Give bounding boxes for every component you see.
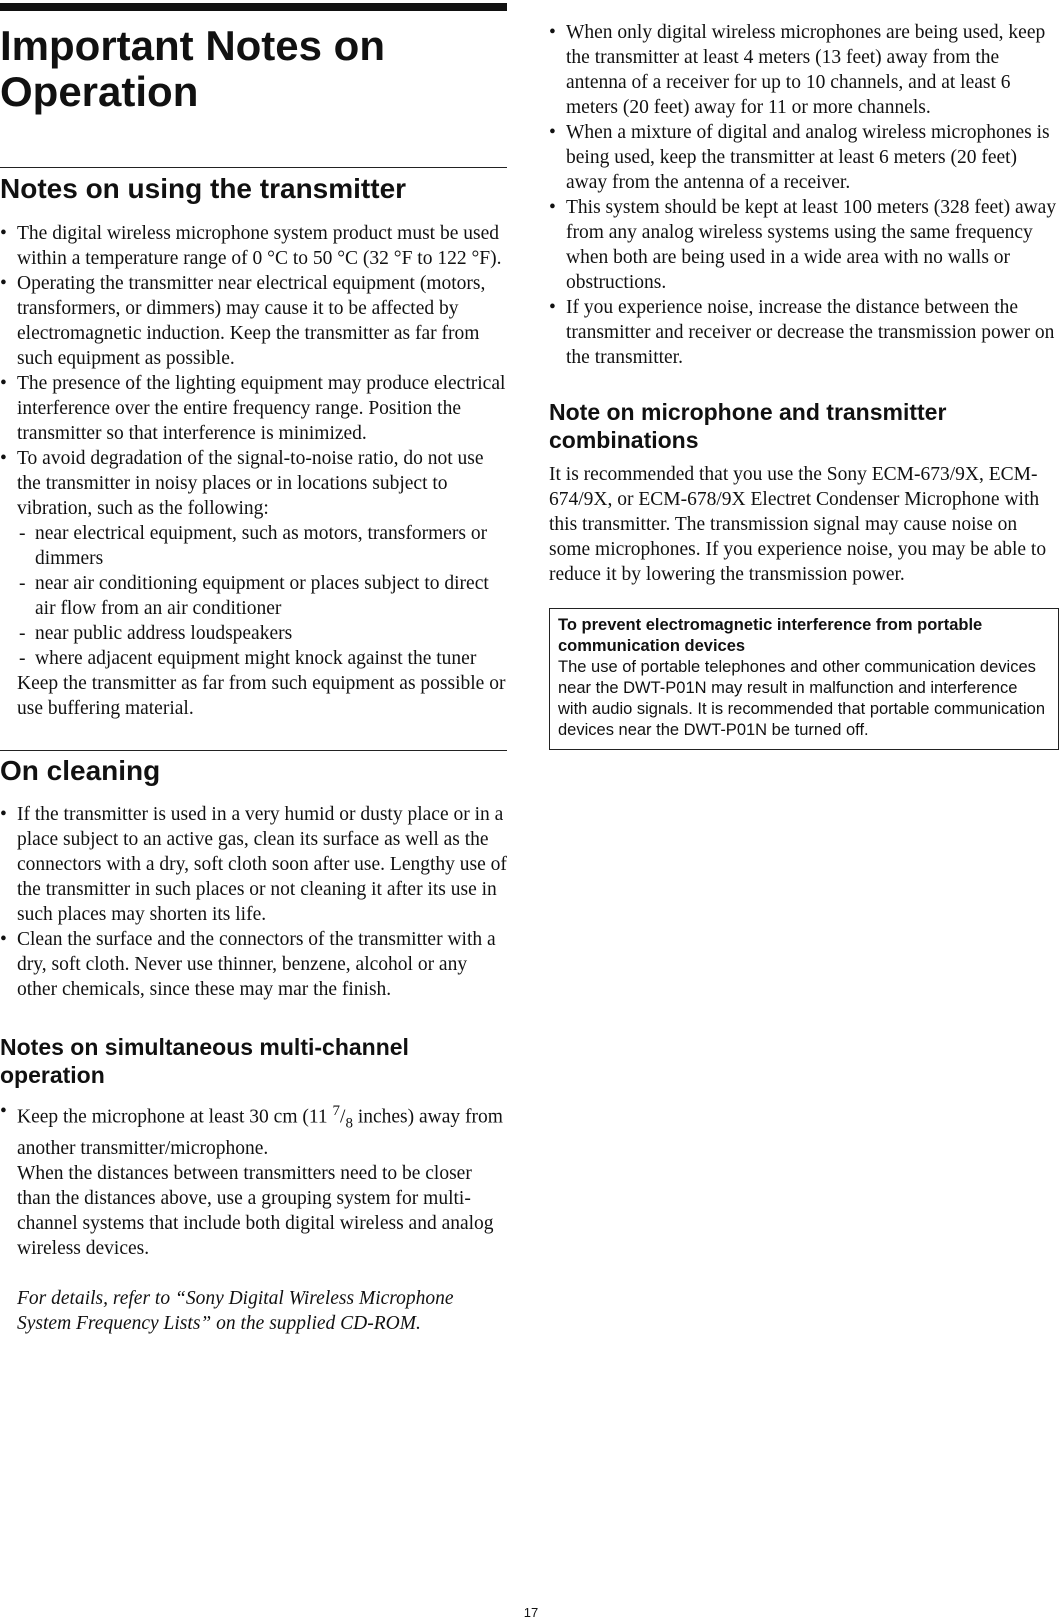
list-item: • If the transmitter is used in a very humid or dusty place or in a place subject to an active gas, clean its surface as well as the connectors with a dry, soft cloth soon after use. Lengthy use of the transmitter in such places or not cleaning it after its use in such places may shorten its life. xyxy=(0,802,507,927)
transmitter-notes-list xyxy=(0,221,507,721)
section-heading-combinations: Note on microphone and transmitter combinations xyxy=(549,399,947,453)
section-rule xyxy=(0,750,507,751)
section-rule xyxy=(0,167,507,168)
list-item: • The digital wireless microphone system product must be used within a temperature range of 0 °C to 50 °C (32 °F to 122 °F). xyxy=(0,221,507,271)
section-heading-multichannel: Notes on simultaneous multi-channel operation xyxy=(0,1034,409,1088)
list-item: • When only digital wireless microphones are being used, keep the transmitter at least 4 meters (13 feet) away from the antenna of a receiver for up to 10 channels, and at least 6 meters (20 feet) away for 11 or more channels. xyxy=(549,20,1059,120)
interference-notice-box xyxy=(549,608,1059,750)
right-column xyxy=(549,0,1059,750)
noise-intro: To avoid degradation of the signal-to-noise ratio, do not use the transmitter in noisy places or in locations subject to vibration, such as the following: xyxy=(17,448,484,519)
distance-suffix: inches) away from another transmitter/microphone. xyxy=(17,1106,503,1160)
title-rule xyxy=(0,3,507,11)
notice-title: To prevent electromagnetic interference from portable communication devices xyxy=(558,616,983,655)
fraction-slash: / xyxy=(340,1106,346,1128)
list-item: • The presence of the lighting equipment may produce electrical interference over the entire frequency range. Position the transmitter so that interference is minimized. xyxy=(0,371,507,446)
list-item: • If you experience noise, increase the distance between the transmitter and receiver or decrease the transmission power on the transmitter. xyxy=(549,295,1059,370)
page-number: 17 xyxy=(523,1605,539,1620)
sub-list-item: - near public address loudspeakers xyxy=(17,621,507,646)
page-title: Important Notes on Operation xyxy=(0,22,385,115)
fraction-numerator: 7 xyxy=(332,1103,341,1119)
cd-rom-reference: For details, refer to “Sony Digital Wireless Microphone System Frequency Lists” on the supplied CD-ROM. xyxy=(17,1288,454,1335)
list-item: • Clean the surface and the connectors of the transmitter with a dry, soft cloth. Never use thinner, benzene, alcohol or any other chemicals, since these may mar the finish. xyxy=(0,927,507,1002)
list-item: • Operating the transmitter near electrical equipment (motors, transformers, or dimmers) may cause it to be affected by electromagnetic induction. Keep the transmitter as far from such equipment as possible. xyxy=(0,271,507,371)
section-heading-transmitter: Notes on using the transmitter xyxy=(0,173,407,204)
grouping-note: When the distances between transmitters need to be closer than the distances above, use a grouping system for multi-channel systems that include both digital wireless and analog wireless devices. xyxy=(17,1163,494,1260)
multichannel-notes-list-right xyxy=(549,20,1059,370)
sub-list-item: - where adjacent equipment might knock against the tuner xyxy=(17,646,507,671)
list-item xyxy=(0,446,507,721)
list-item: • When a mixture of digital and analog wireless microphones is being used, keep the transmitter at least 6 meters (20 feet) away from the antenna of a receiver. xyxy=(549,120,1059,195)
list-item xyxy=(0,1099,507,1336)
cleaning-notes-list xyxy=(0,802,507,1002)
notice-body: The use of portable telephones and other communication devices near the DWT-P01N may result in malfunction and interference with audio signals. It is recommended that portable communication devices near the DWT-P01N be turned off. xyxy=(558,658,1045,739)
section-heading-cleaning: On cleaning xyxy=(0,755,161,786)
distance-prefix: Keep the microphone at least 30 cm (11 xyxy=(17,1106,328,1128)
sub-list-item: - near air conditioning equipment or places subject to direct air flow from an air conditioner xyxy=(17,571,507,621)
multichannel-notes-list-left xyxy=(0,1099,507,1336)
sub-list-item: - near electrical equipment, such as motors, transformers or dimmers xyxy=(17,521,507,571)
left-column xyxy=(0,0,507,1336)
list-item: • This system should be kept at least 100 meters (328 feet) away from any analog wireless systems using the same frequency when both are being used in a wide area with no walls or obstructions. xyxy=(549,195,1059,295)
combinations-body: It is recommended that you use the Sony ECM-673/9X, ECM-674/9X, or ECM-678/9X Electret Condenser Microphone with this transmitter. The transmission signal may cause noise on some microphones. If you experience noise, you may be able to reduce it by lowering the transmission power. xyxy=(549,464,1047,585)
noise-outro: Keep the transmitter as far from such equipment as possible or use buffering material. xyxy=(17,673,506,719)
noise-locations-list xyxy=(17,521,507,671)
fraction-denominator: 8 xyxy=(345,1115,353,1132)
